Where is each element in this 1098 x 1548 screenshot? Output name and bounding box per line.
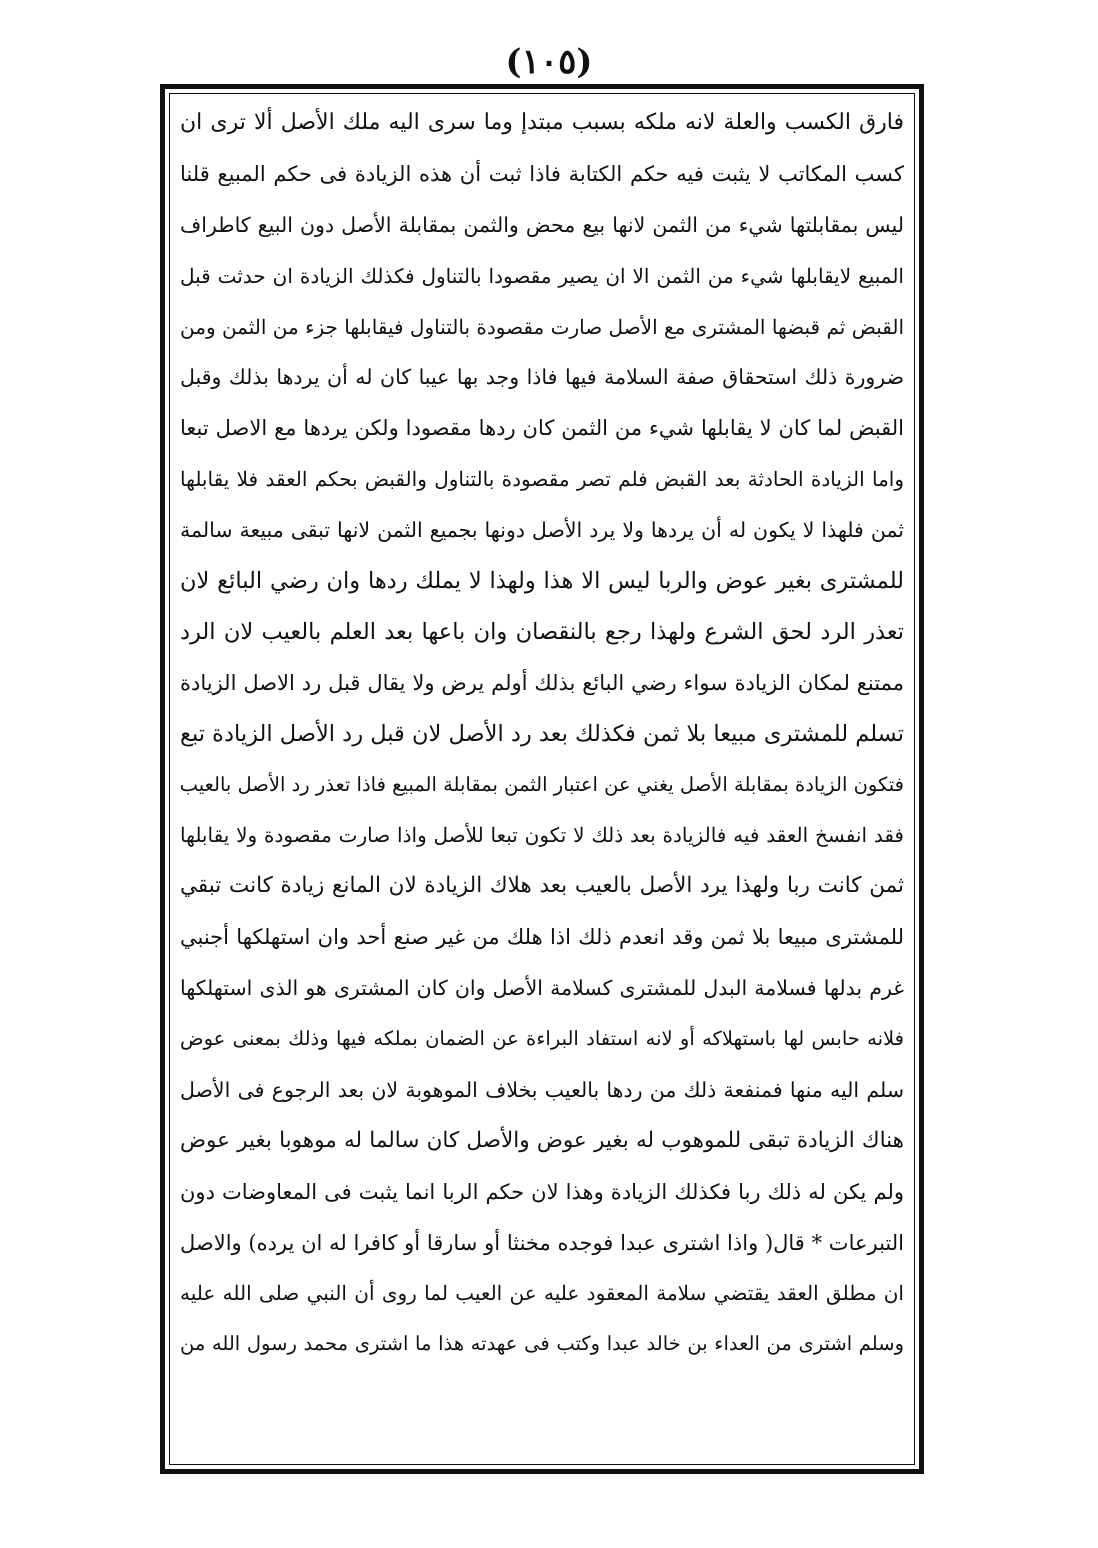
page-number: (١٠٥)	[505, 42, 593, 82]
text-line: القبض لما كان لا يقابلها شيء من الثمن كان ردها مقصودا ولكن يردها مع الاصل تبعا	[180, 416, 904, 441]
text-line: هناك الزيادة تبقى للموهوب له بغير عوض والأصل كان سالما له موهوبا بغير عوض	[180, 1127, 904, 1153]
text-line: واما الزيادة الحادثة بعد القبض فلم تصر مقصودة بالتناول والقبض بحكم العقد فلا يقابلها	[180, 467, 904, 492]
text-line: المبيع لايقابلها شيء من الثمن الا ان يصير مقصودا بالتناول فكذلك الزيادة ان حدثت قبل	[180, 263, 904, 288]
text-line: فقد انفسخ العقد فيه فالزيادة بعد ذلك لا تكون تبعا للأصل واذا صارت مقصودة ولا يقابلها	[180, 823, 904, 848]
text-line: سلم اليه منها فمنفعة ذلك من ردها بالعيب بخلاف الموهوبة لان بعد الرجوع فى الأصل	[180, 1077, 904, 1102]
body-text	[180, 98, 904, 1370]
text-line: ممتنع لمكان الزيادة سواء رضي البائع بذلك أولم يرض ولا يقال قبل رد الاصل الزيادة	[180, 670, 904, 695]
text-line: ضرورة ذلك استحقاق صفة السلامة فيها فاذا وجد بها عيبا كان له أن يردها بذلك وقبل	[180, 365, 904, 390]
text-line: للمشترى مبيعا بلا ثمن وقد انعدم ذلك اذا هلك من غير صنع أحد وان استهلكها أجنبي	[180, 925, 904, 950]
text-line: القبض ثم قبضها المشترى مع الأصل صارت مقصودة بالتناول فيقابلها جزء من الثمن ومن	[180, 314, 904, 339]
text-line: التبرعات * قال( واذا اشترى عبدا فوجده مخنثا أو سارقا أو كافرا له ان يرده) والاصل	[180, 1230, 904, 1255]
text-line: للمشترى بغير عوض والربا ليس الا هذا ولهذا لا يملك ردها وان رضي البائع لان	[180, 568, 904, 595]
text-line: كسب المكاتب لا يثبت فيه حكم الكتابة فاذا ثبت أن هذه الزيادة فى حكم المبيع قلنا	[180, 161, 904, 186]
text-line: تسلم للمشترى مبيعا بلا ثمن فكذلك بعد رد الأصل لان قبل رد الأصل الزيادة تبع	[180, 720, 904, 747]
text-line: وسلم اشترى من العداء بن خالد عبدا وكتب فى عهدته هذا ما اشترى محمد رسول الله من	[180, 1332, 904, 1356]
text-line: ثمن كانت ربا ولهذا يرد الأصل بالعيب بعد هلاك الزيادة لان المانع زيادة كانت تبقي	[180, 873, 904, 899]
text-line: ليس بمقابلتها شيء من الثمن لانها بيع محض والثمن بمقابلة الأصل دون البيع كاطراف	[180, 212, 904, 237]
text-line: فارق الكسب والعلة لانه ملكه بسبب مبتدإ وما سرى اليه ملك الأصل ألا ترى ان	[180, 110, 904, 135]
text-line: غرم بدلها فسلامة البدل للمشترى كسلامة الأصل وان كان المشترى هو الذى استهلكها	[180, 976, 904, 1001]
text-line: فلانه حابس لها باستهلاكه أو لانه استفاد البراءة عن الضمان بملكه فيها وذلك بمعنى عوض	[180, 1027, 904, 1051]
text-line: ولم يكن له ذلك ربا فكذلك الزيادة وهذا لان حكم الربا انما يثبت فى المعاوضات دون	[180, 1179, 904, 1204]
text-line: تعذر الرد لحق الشرع ولهذا رجع بالنقصان وان باعها بعد العلم بالعيب لان الرد	[180, 618, 904, 645]
text-line: فتكون الزيادة بمقابلة الأصل يغني عن اعتبار الثمن بمقابلة المبيع فاذا تعذر رد الأصل بالعيب	[180, 772, 904, 796]
text-line: ثمن فلهذا لا يكون له أن يردها ولا يرد الأصل دونها بجميع الثمن لانها تبقى مبيعة سالمة	[180, 518, 904, 543]
text-line: ان مطلق العقد يقتضي سلامة المعقود عليه عن العيب لما روى أن النبي صلى الله عليه	[180, 1281, 904, 1306]
